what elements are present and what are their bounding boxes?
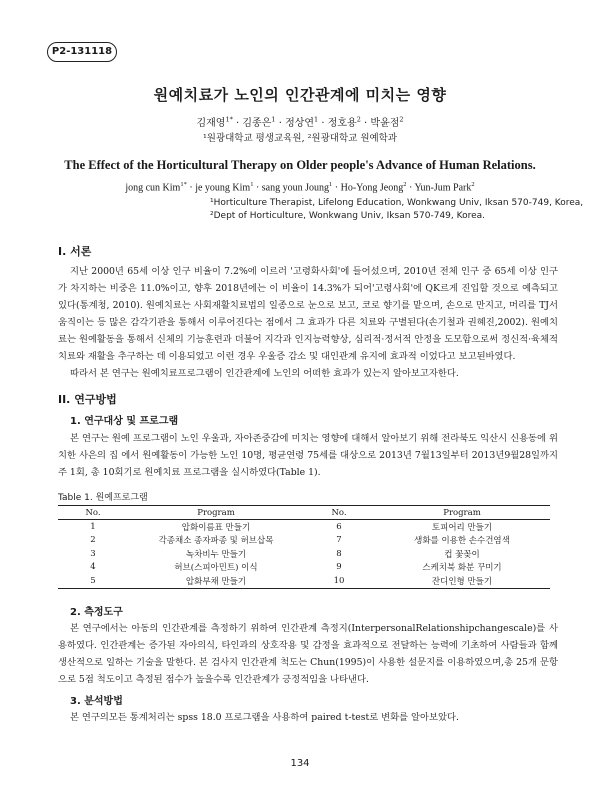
section-heading-methods: II. 연구방법 (58, 393, 117, 406)
subheading-measurement: 2. 측정도구 (70, 607, 123, 618)
author-kr: 박윤점 (370, 118, 400, 129)
subheading-subjects: 1. 연구대상 및 프로그램 (70, 416, 179, 427)
table-cell: 3 (90, 548, 96, 559)
poster-code-badge: P2-131118 (47, 42, 117, 62)
table-cell: 허브(스피아민트) 이식 (174, 563, 258, 574)
table-row (58, 574, 550, 588)
table-cell: 2 (90, 535, 96, 546)
table-cell: 각종채소 종자파종 및 허브삽목 (158, 536, 274, 547)
table-cell: 컵 꽃꽂이 (444, 549, 480, 560)
title-korean: 원예치료가 노인의 인간관계에 미치는 영향 (153, 86, 447, 104)
table-row (58, 534, 550, 548)
analysis-paragraph: 본 연구의모든 통계처리는 spss 18.0 프로그램을 사용하여 paired t-test로 변화를 알아보았다. (70, 712, 459, 723)
author-en: je young Kim (195, 182, 251, 194)
intro-paragraph-1: 지난 2000년 65세 이상 인구 비율이 7.2%에 이르러 '고령화사회'에 들어섰으며, 2010년 전체 인구 중 65세 이상 인구가 차지하는 비중은 11.0%이고, 향후 2018년에는 이 비율이 14.3%가 되어'고령사회'에 QK르게 진입할 것으로 예측되고 있다(통계청, 2010). 원예치료는 사회재활치료법의 일종으로 눈으로 보고, 코로 향기를 맡으며, 손으로 만지고, 머리를 TJ서 움직이는 등 많은 감각기관을 통해서 이루어진다는 점에서 그 효과가 다른 치료와 구별된다(손기철과 권혜진,2002). 원예치료는 원예활동을 통해서 신체의 기능훈련과 더불어 지각과 인지능력향상, 심리적·정서적 안정을 도모함으로써 정신적·육체적 치료와 재활을 추구하는 데 이용되었고 이런 경우 우울증 감소 및 대인관계 유지에 효과적 이었다고 보고된바였다. (58, 266, 558, 362)
table-cell: 5 (58, 574, 128, 588)
intro-paragraph-2: 따라서 본 연구는 원예치료프로그램이 인간관계에 노인의 어떠한 효과가 있는지 알아보고자한다. (70, 368, 459, 379)
subjects-paragraph: 본 연구는 원예 프로그램이 노인 우울과, 자아존중감에 미치는 영향에 대해서 알아보기 위해 전라북도 익산시 신용동에 위치한 사은의 집 에서 원예활동이 가능한 노인 10명, 평균연령 75세를 대상으로 2013년 7월13일부터 2013년9월28일까지 주 1회, 총 10회기로 원예치료 프로그램을 실시하였다(Table 1). (58, 433, 558, 478)
table-row (58, 547, 550, 561)
author-en: Ho-Yong Jeong (340, 182, 404, 194)
table-cell: 8 (336, 548, 342, 559)
authors-korean: 김재영$^{1*}$ · 김종은$^1$ · 정상연$^1$ · 정호용$^2$ · 박윤점$^2$ (196, 115, 404, 129)
table-row (58, 561, 550, 575)
author-en: sang youn Joung (261, 182, 330, 194)
author-kr: 김재영 (196, 118, 226, 129)
authors-english: jong cun Kim$^{1*}$ · je young Kim$^1$ · sang youn Joung$^1$ · Ho-Yong Jeong$^2$ · Yun-Jum Park$^2$ (125, 181, 475, 194)
table-cell: 토피어리 만들기 (431, 522, 493, 533)
col-header-no: No. (58, 506, 128, 520)
col-header-program: Program (128, 506, 304, 520)
table-cell: 녹차비누 만들기 (185, 549, 247, 560)
table-caption: Table 1. 원예프로그램 (58, 493, 148, 503)
page-number: 134 (290, 758, 310, 769)
affiliations-english (210, 197, 583, 223)
subheading-analysis: 3. 분석방법 (70, 696, 123, 707)
section-heading-intro: I. 서론 (58, 245, 92, 258)
author-en: jong cun Kim (125, 182, 181, 194)
table-cell: 10 (304, 574, 374, 588)
affiliation-en-1: ¹Horticulture Therapist, Lifelong Education, Wonkwang Univ, Iksan 570-749, Korea, (210, 198, 584, 208)
subjects-text (58, 430, 558, 481)
author-kr: 김종은 (242, 118, 272, 129)
table-cell: 6 (336, 521, 342, 532)
program-table (58, 505, 550, 589)
table-cell: 7 (336, 535, 342, 546)
table-cell: 압화부채 만들기 (128, 574, 304, 588)
table-cell: 스케치북 화분 꾸미기 (422, 563, 502, 574)
table-cell: 잔디인형 만들기 (374, 574, 550, 588)
affiliation-en-2: ²Dept of Horticulture, Wonkwang Univ, Iksan 570-749, Korea. (210, 211, 485, 221)
table-row (58, 520, 550, 534)
analysis-text (58, 709, 558, 726)
table-header-row (58, 506, 550, 520)
col-header-program: Program (374, 506, 550, 520)
measurement-text (58, 620, 558, 688)
measurement-paragraph: 본 연구에서는 아동의 인간관계를 측정하기 위하여 인간관계 측정지(InterpersonalRelationshipchangescale)를 사용하였다. 인간관계는 증가된 자아의식, 타인과의 상호작용 및 감정을 효과적으로 전달하는 능력에 기초하여 사람들과 함께 생산적으로 일하는 기술을 말한다. 본 검사지 인간관계 척도는 Chun(1995)이 사용한 설문지를 이용하였으며,총 25개 문항으로 5점 척도이고 측정된 점수가 높을수록 인간관계가 긍정적임을 나타낸다. (58, 623, 558, 685)
author-kr: 정상연 (285, 118, 315, 129)
author-kr: 정호용 (327, 118, 357, 129)
table-cell: 9 (336, 562, 342, 573)
title-english: The Effect of the Horticultural Therapy on Older people's Advance of Human Relations. (64, 158, 536, 172)
col-header-no: No. (304, 506, 374, 520)
table-cell: 생화를 이용한 손수건염색 (414, 536, 510, 547)
table-cell: 압화이름표 만들기 (181, 522, 251, 533)
table-cell: 1 (90, 521, 96, 532)
intro-text (58, 263, 558, 382)
affiliations-korean: ¹원광대학교 평생교육원, ²원광대학교 원예학과 (202, 133, 398, 144)
table-cell: 4 (90, 562, 96, 573)
author-en: Yun-Jum Park (414, 182, 472, 194)
